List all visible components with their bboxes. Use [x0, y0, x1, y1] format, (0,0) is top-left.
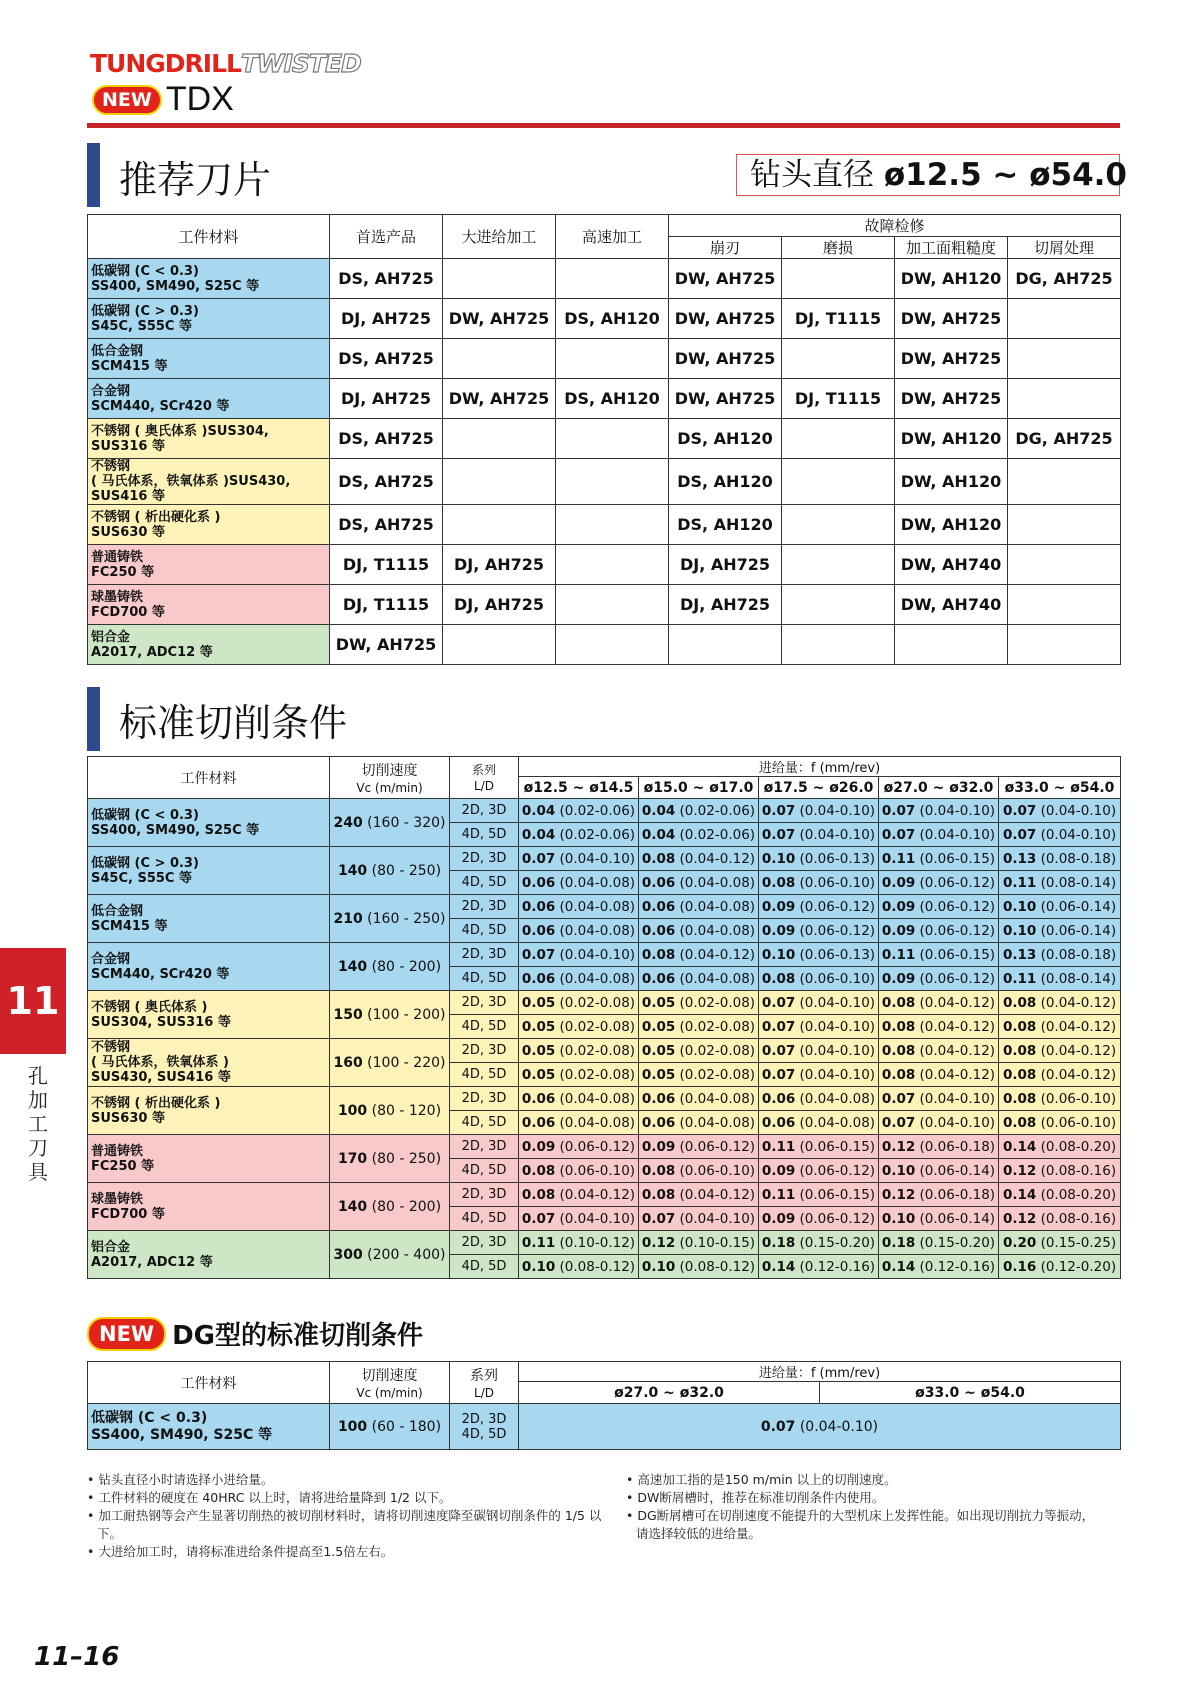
feed-cell: 0.11 (0.06-0.15): [879, 943, 999, 967]
material-cell: 球墨铸铁 FCD700 等: [88, 585, 330, 625]
feed-cell: 0.12 (0.06-0.18): [879, 1183, 999, 1207]
feed-cell: 0.08 (0.06-0.10): [999, 1111, 1121, 1135]
feed-cell: 0.10 (0.06-0.13): [759, 847, 879, 871]
grade-cell: [443, 419, 556, 459]
grade-cell: [443, 459, 556, 505]
grade-cell: DJ, AH725: [330, 379, 443, 419]
header-rule: [87, 123, 1120, 128]
feed-cell: 0.08 (0.04-0.12): [639, 847, 759, 871]
grade-cell: DW, AH725: [443, 379, 556, 419]
header-chipping: 崩刃: [669, 237, 782, 259]
feed-cell: 0.05 (0.02-0.08): [639, 1063, 759, 1087]
table-row: [88, 1087, 1121, 1111]
ld-cell: 4D, 5D: [450, 919, 519, 943]
material-cell: 不锈钢 ( 马氏体系，铁氧体系 ) SUS430, SUS416 等: [88, 1039, 330, 1087]
page-number: 11–16: [34, 1642, 120, 1672]
grade-cell: DW, AH740: [895, 545, 1008, 585]
grade-cell: DJ, AH725: [330, 299, 443, 339]
feed-cell: 0.05 (0.02-0.08): [639, 1039, 759, 1063]
material-cell: 低碳钢 (C < 0.3) SS400, SM490, S25C 等: [88, 259, 330, 299]
table-row: [88, 505, 1121, 545]
feed-cell: 0.10 (0.06-0.14): [999, 895, 1121, 919]
feed-cell: 0.05 (0.02-0.08): [519, 1063, 639, 1087]
feed-cell: 0.09 (0.06-0.12): [879, 871, 999, 895]
feed-cell: 0.07 (0.04-0.10): [999, 823, 1121, 847]
feed-cell: 0.06 (0.04-0.08): [519, 871, 639, 895]
speed-cell: 240 (160 - 320): [330, 799, 450, 847]
feed-cell: 0.06 (0.04-0.08): [759, 1087, 879, 1111]
grade-cell: DW, AH725: [895, 299, 1008, 339]
feed-cell: 0.05 (0.02-0.08): [519, 1015, 639, 1039]
brand-sub: [92, 80, 234, 119]
ld-cell: 4D, 5D: [450, 1207, 519, 1231]
feed-cell: 0.11 (0.08-0.14): [999, 871, 1121, 895]
feed-cell: 0.09 (0.06-0.12): [759, 895, 879, 919]
grade-cell: [1008, 625, 1121, 665]
grade-cell: [782, 259, 895, 299]
speed-cell: 160 (100 - 220): [330, 1039, 450, 1087]
feed-cell: 0.13 (0.08-0.18): [999, 847, 1121, 871]
note-item: • 加工耐热钢等会产生显著切削热的被切削材料时，请将切削速度降至碳钢切削条件的 1/5 以下。: [87, 1508, 602, 1541]
ld-cell: 4D, 5D: [450, 1063, 519, 1087]
feed-cell: 0.06 (0.04-0.08): [759, 1111, 879, 1135]
material-cell: 不锈钢 ( 马氏体系，铁氧体系 )SUS430, SUS416 等: [88, 459, 330, 505]
feed-cell: 0.08 (0.06-0.10): [519, 1159, 639, 1183]
table-row: [88, 1039, 1121, 1063]
dg-cutting-table: [87, 1361, 1121, 1450]
speed-cell: 100 (80 - 120): [330, 1087, 450, 1135]
header-speed: 切削速度 Vc (m/min): [330, 757, 450, 799]
header-series: 系列 L/D: [450, 757, 519, 799]
feed-cell: 0.10 (0.06-0.13): [759, 943, 879, 967]
ld-cell: 4D, 5D: [450, 1159, 519, 1183]
notes-right: [626, 1471, 1096, 1543]
feed-cell: 0.07 (0.04-0.10): [759, 991, 879, 1015]
header-range: ø12.5 ~ ø14.5: [519, 777, 639, 799]
ld-cell: 2D, 3D: [450, 1231, 519, 1255]
grade-cell: DS, AH725: [330, 505, 443, 545]
grade-cell: DS, AH725: [330, 339, 443, 379]
speed-cell: 100 (60 - 180): [330, 1404, 450, 1450]
grade-cell: DJ, AH725: [443, 545, 556, 585]
grade-cell: DS, AH120: [669, 505, 782, 545]
table-row: [88, 339, 1121, 379]
feed-cell: 0.04 (0.02-0.06): [519, 823, 639, 847]
grade-cell: DJ, T1115: [330, 545, 443, 585]
grade-cell: [782, 459, 895, 505]
table-row: [88, 1183, 1121, 1207]
grade-cell: DJ, AH725: [669, 585, 782, 625]
material-cell: 不锈钢 ( 析出硬化系 ) SUS630 等: [88, 505, 330, 545]
feed-cell: 0.07 (0.04-0.10): [759, 799, 879, 823]
feed-cell: 0.10 (0.06-0.14): [879, 1207, 999, 1231]
grade-cell: [556, 459, 669, 505]
material-cell: 不锈钢 ( 奥氏体系 ) SUS304, SUS316 等: [88, 991, 330, 1039]
feed-cell: 0.08 (0.06-0.10): [759, 967, 879, 991]
grade-cell: DW, AH725: [669, 259, 782, 299]
speed-cell: 140 (80 - 200): [330, 1183, 450, 1231]
feed-cell: 0.14 (0.12-0.16): [879, 1255, 999, 1279]
grade-cell: [669, 625, 782, 665]
grade-cell: DJ, AH725: [443, 585, 556, 625]
feed-cell: 0.07 (0.04-0.10): [759, 1015, 879, 1039]
grade-cell: DS, AH725: [330, 459, 443, 505]
grade-cell: [1008, 459, 1121, 505]
grade-cell: DS, AH725: [330, 419, 443, 459]
feed-cell: 0.04 (0.02-0.06): [639, 823, 759, 847]
note-item: • 高速加工指的是150 m/min 以上的切削速度。: [626, 1472, 897, 1487]
grade-cell: [1008, 505, 1121, 545]
table-row: [88, 459, 1121, 505]
notes-left: [87, 1471, 607, 1561]
grade-cell: DW, AH725: [330, 625, 443, 665]
table-row: [88, 419, 1121, 459]
material-cell: 低碳钢 (C > 0.3) S45C, S55C 等: [88, 299, 330, 339]
grade-cell: DW, AH120: [895, 459, 1008, 505]
ld-cell: 4D, 5D: [450, 1111, 519, 1135]
feed-cell: 0.06 (0.04-0.08): [519, 967, 639, 991]
header-range: ø27.0 ~ ø32.0: [519, 1382, 820, 1404]
ld-cell: 2D, 3D: [450, 1183, 519, 1207]
feed-cell: 0.14 (0.12-0.16): [759, 1255, 879, 1279]
feed-cell: 0.04 (0.02-0.06): [519, 799, 639, 823]
grade-cell: [556, 625, 669, 665]
ld-cell: 4D, 5D: [450, 871, 519, 895]
feed-cell: 0.20 (0.15-0.25): [999, 1231, 1121, 1255]
material-cell: 合金钢 SCM440, SCr420 等: [88, 943, 330, 991]
feed-cell: 0.11 (0.06-0.15): [759, 1183, 879, 1207]
grade-cell: [782, 585, 895, 625]
grade-cell: [782, 419, 895, 459]
grade-cell: DS, AH725: [330, 259, 443, 299]
feed-cell: 0.12 (0.06-0.18): [879, 1135, 999, 1159]
section-title-grades: 推荐刀片: [119, 158, 272, 202]
grade-cell: [1008, 585, 1121, 625]
feed-cell: 0.07 (0.04-0.10): [519, 1207, 639, 1231]
header-material: 工件材料: [88, 1362, 330, 1404]
header-wear: 磨损: [782, 237, 895, 259]
grade-cell: [895, 625, 1008, 665]
grade-cell: DJ, T1115: [782, 379, 895, 419]
grade-cell: DW, AH740: [895, 585, 1008, 625]
feed-cell: 0.11 (0.06-0.15): [759, 1135, 879, 1159]
material-cell: 不锈钢 ( 奥氏体系 )SUS304, SUS316 等: [88, 419, 330, 459]
feed-cell: 0.09 (0.06-0.12): [759, 1159, 879, 1183]
cutting-conditions-table: [87, 756, 1121, 1279]
feed-cell: 0.05 (0.02-0.08): [639, 1015, 759, 1039]
grade-cell: [556, 585, 669, 625]
feed-cell: 0.09 (0.06-0.12): [879, 919, 999, 943]
header-range: ø15.0 ~ ø17.0: [639, 777, 759, 799]
header-feed: 进给量：f (mm/rev): [519, 757, 1121, 777]
ld-cell: 2D, 3D: [450, 1135, 519, 1159]
header-preferred: 首选产品: [330, 215, 443, 259]
feed-cell: 0.07 (0.04-0.10): [879, 1087, 999, 1111]
feed-cell: 0.05 (0.02-0.08): [519, 991, 639, 1015]
grade-cell: DW, AH725: [669, 339, 782, 379]
feed-cell: 0.08 (0.04-0.12): [639, 943, 759, 967]
feed-cell: 0.11 (0.10-0.12): [519, 1231, 639, 1255]
table-row: [88, 991, 1121, 1015]
header-range: ø33.0 ~ ø54.0: [820, 1382, 1121, 1404]
feed-cell: 0.05 (0.02-0.08): [519, 1039, 639, 1063]
feed-cell: 0.06 (0.04-0.08): [639, 919, 759, 943]
ld-cell: 2D, 3D: [450, 991, 519, 1015]
header-speed: 切削速度 Vc (m/min): [330, 1362, 450, 1404]
grade-cell: DW, AH725: [895, 379, 1008, 419]
header-range: ø17.5 ~ ø26.0: [759, 777, 879, 799]
header-high-feed: 大进给加工: [443, 215, 556, 259]
feed-cell: 0.08 (0.04-0.12): [879, 1039, 999, 1063]
header-trouble: 故障检修: [669, 215, 1121, 237]
grade-cell: [1008, 299, 1121, 339]
table-row: [88, 895, 1121, 919]
grade-cell: [1008, 545, 1121, 585]
grade-cell: [782, 625, 895, 665]
feed-cell: 0.08 (0.04-0.12): [879, 1015, 999, 1039]
header-rough-surface: 加工面粗糙度: [895, 237, 1008, 259]
feed-cell: 0.07 (0.04-0.10): [879, 1111, 999, 1135]
grade-cell: DJ, T1115: [782, 299, 895, 339]
material-cell: 低合金钢 SCM415 等: [88, 339, 330, 379]
ld-cell: 4D, 5D: [450, 823, 519, 847]
speed-cell: 150 (100 - 200): [330, 991, 450, 1039]
material-cell: 低碳钢 (C > 0.3) S45C, S55C 等: [88, 847, 330, 895]
feed-cell: 0.07 (0.04-0.10): [999, 799, 1121, 823]
brand-logo: TUNGDRILLTWISTED: [90, 49, 361, 78]
ld-cell: 2D, 3D: [450, 1087, 519, 1111]
feed-cell: 0.12 (0.10-0.15): [639, 1231, 759, 1255]
feed-cell: 0.10 (0.06-0.14): [879, 1159, 999, 1183]
material-cell: 球墨铸铁 FCD700 等: [88, 1183, 330, 1231]
chapter-label: 孔加工刀具: [28, 1064, 48, 1184]
grade-cell: [782, 505, 895, 545]
section-bar: [87, 143, 100, 207]
feed-cell: 0.07 (0.04-0.10): [519, 1404, 1121, 1450]
ld-cell: 2D, 3D 4D, 5D: [450, 1404, 519, 1450]
feed-cell: 0.07 (0.04-0.10): [519, 847, 639, 871]
grade-cell: [443, 505, 556, 545]
feed-cell: 0.05 (0.02-0.08): [639, 991, 759, 1015]
feed-cell: 0.11 (0.08-0.14): [999, 967, 1121, 991]
feed-cell: 0.14 (0.08-0.20): [999, 1183, 1121, 1207]
ld-cell: 4D, 5D: [450, 967, 519, 991]
speed-cell: 210 (160 - 250): [330, 895, 450, 943]
feed-cell: 0.09 (0.06-0.12): [639, 1135, 759, 1159]
feed-cell: 0.07 (0.04-0.10): [879, 823, 999, 847]
feed-cell: 0.07 (0.04-0.10): [519, 943, 639, 967]
ld-cell: 2D, 3D: [450, 847, 519, 871]
material-cell: 普通铸铁 FC250 等: [88, 545, 330, 585]
feed-cell: 0.08 (0.06-0.10): [759, 871, 879, 895]
feed-cell: 0.08 (0.06-0.10): [999, 1087, 1121, 1111]
grade-cell: DW, AH725: [669, 379, 782, 419]
material-cell: 低碳钢 (C < 0.3) SS400, SM490, S25C 等: [88, 799, 330, 847]
grade-cell: DS, AH120: [669, 419, 782, 459]
feed-cell: 0.04 (0.02-0.06): [639, 799, 759, 823]
dg-section-title: NEW DG型的标准切削条件: [87, 1315, 423, 1352]
feed-cell: 0.06 (0.04-0.08): [519, 895, 639, 919]
ld-cell: 2D, 3D: [450, 943, 519, 967]
feed-cell: 0.06 (0.04-0.08): [639, 895, 759, 919]
table-row: [88, 799, 1121, 823]
feed-cell: 0.08 (0.04-0.12): [999, 1039, 1121, 1063]
table-row: [88, 847, 1121, 871]
header-chip-control: 切屑处理: [1008, 237, 1121, 259]
grade-cell: DJ, T1115: [330, 585, 443, 625]
header-high-speed: 高速加工: [556, 215, 669, 259]
speed-cell: 170 (80 - 250): [330, 1135, 450, 1183]
table-row: [88, 1231, 1121, 1255]
header-series: 系列 L/D: [450, 1362, 519, 1404]
ld-cell: 4D, 5D: [450, 1255, 519, 1279]
feed-cell: 0.06 (0.04-0.08): [639, 1111, 759, 1135]
model-name: TDX: [165, 80, 234, 118]
material-cell: 铝合金 A2017, ADC12 等: [88, 1231, 330, 1279]
grades-table: [87, 214, 1121, 665]
speed-cell: 140 (80 - 250): [330, 847, 450, 895]
grade-cell: DG, AH725: [1008, 259, 1121, 299]
section-title-cutting: 标准切削条件: [119, 701, 348, 745]
material-cell: 不锈钢 ( 析出硬化系 ) SUS630 等: [88, 1087, 330, 1135]
grade-cell: DJ, AH725: [669, 545, 782, 585]
material-cell: 合金钢 SCM440, SCr420 等: [88, 379, 330, 419]
header-material: 工件材料: [88, 757, 330, 799]
grade-cell: DW, AH120: [895, 259, 1008, 299]
feed-cell: 0.09 (0.06-0.12): [759, 1207, 879, 1231]
header-feed: 进给量：f (mm/rev): [519, 1362, 1121, 1382]
grade-cell: [556, 339, 669, 379]
grade-cell: [782, 339, 895, 379]
feed-cell: 0.06 (0.04-0.08): [639, 871, 759, 895]
header-range: ø33.0 ~ ø54.0: [999, 777, 1121, 799]
section-bar: [87, 687, 100, 751]
chapter-tab[interactable]: 11: [0, 948, 66, 1054]
grade-cell: [443, 259, 556, 299]
grade-cell: [556, 545, 669, 585]
table-row: [88, 943, 1121, 967]
feed-cell: 0.08 (0.04-0.12): [999, 1015, 1121, 1039]
feed-cell: 0.18 (0.15-0.20): [759, 1231, 879, 1255]
grade-cell: DW, AH120: [895, 419, 1008, 459]
table-row: [88, 585, 1121, 625]
feed-cell: 0.06 (0.04-0.08): [519, 1087, 639, 1111]
table-row: [88, 625, 1121, 665]
table-row: [88, 299, 1121, 339]
grade-cell: [556, 259, 669, 299]
grade-cell: DS, AH120: [669, 459, 782, 505]
feed-cell: 0.12 (0.08-0.16): [999, 1207, 1121, 1231]
grade-cell: [556, 505, 669, 545]
note-item: • 钻头直径小时请选择小进给量。: [87, 1472, 274, 1487]
feed-cell: 0.08 (0.04-0.12): [999, 991, 1121, 1015]
grade-cell: [1008, 379, 1121, 419]
feed-cell: 0.06 (0.04-0.08): [639, 967, 759, 991]
grade-cell: DS, AH120: [556, 299, 669, 339]
feed-cell: 0.09 (0.06-0.12): [519, 1135, 639, 1159]
speed-cell: 140 (80 - 200): [330, 943, 450, 991]
ld-cell: 2D, 3D: [450, 1039, 519, 1063]
material-cell: 铝合金 A2017, ADC12 等: [88, 625, 330, 665]
note-item: • DW断屑槽时，推荐在标准切削条件内使用。: [626, 1490, 885, 1505]
brand-header: [90, 49, 361, 118]
grade-cell: DW, AH725: [443, 299, 556, 339]
feed-cell: 0.07 (0.04-0.10): [759, 823, 879, 847]
feed-cell: 0.12 (0.08-0.16): [999, 1159, 1121, 1183]
material-cell: 低合金钢 SCM415 等: [88, 895, 330, 943]
feed-cell: 0.09 (0.06-0.12): [879, 895, 999, 919]
table-row: [88, 545, 1121, 585]
feed-cell: 0.08 (0.04-0.12): [639, 1183, 759, 1207]
feed-cell: 0.09 (0.06-0.12): [759, 919, 879, 943]
feed-cell: 0.10 (0.06-0.14): [999, 919, 1121, 943]
feed-cell: 0.07 (0.04-0.10): [759, 1063, 879, 1087]
feed-cell: 0.08 (0.04-0.12): [999, 1063, 1121, 1087]
note-item: • DG断屑槽可在切削速度不能提升的大型机床上发挥性能。如出现切削抗力等振动，请选择较低的进给量。: [626, 1508, 1095, 1541]
diameter-range-box: 钻头直径 ø12.5 ~ ø54.0: [736, 154, 1120, 196]
table-row: [88, 259, 1121, 299]
feed-cell: 0.10 (0.08-0.12): [519, 1255, 639, 1279]
grade-cell: DG, AH725: [1008, 419, 1121, 459]
feed-cell: 0.08 (0.06-0.10): [639, 1159, 759, 1183]
ld-cell: 4D, 5D: [450, 1015, 519, 1039]
note-item: • 工件材料的硬度在 40HRC 以上时，请将进给量降到 1/2 以下。: [87, 1490, 452, 1505]
feed-cell: 0.13 (0.08-0.18): [999, 943, 1121, 967]
grade-cell: [556, 419, 669, 459]
ld-cell: 2D, 3D: [450, 895, 519, 919]
feed-cell: 0.09 (0.06-0.12): [879, 967, 999, 991]
speed-cell: 300 (200 - 400): [330, 1231, 450, 1279]
feed-cell: 0.06 (0.04-0.08): [519, 1111, 639, 1135]
feed-cell: 0.06 (0.04-0.08): [519, 919, 639, 943]
grade-cell: DW, AH725: [895, 339, 1008, 379]
ld-cell: 2D, 3D: [450, 799, 519, 823]
new-badge: NEW: [92, 85, 162, 115]
table-row: [88, 1135, 1121, 1159]
header-range: ø27.0 ~ ø32.0: [879, 777, 999, 799]
feed-cell: 0.07 (0.04-0.10): [639, 1207, 759, 1231]
header-material: 工件材料: [88, 215, 330, 259]
feed-cell: 0.07 (0.04-0.10): [759, 1039, 879, 1063]
grade-cell: [1008, 339, 1121, 379]
material-cell: 普通铸铁 FC250 等: [88, 1135, 330, 1183]
note-item: • 大进给加工时，请将标准进给条件提高至1.5倍左右。: [87, 1544, 394, 1559]
grade-cell: DW, AH120: [895, 505, 1008, 545]
material-cell: 低碳钢 (C < 0.3) SS400, SM490, S25C 等: [88, 1404, 330, 1450]
grade-cell: DW, AH725: [669, 299, 782, 339]
feed-cell: 0.06 (0.04-0.08): [639, 1087, 759, 1111]
feed-cell: 0.14 (0.08-0.20): [999, 1135, 1121, 1159]
feed-cell: 0.07 (0.04-0.10): [879, 799, 999, 823]
feed-cell: 0.08 (0.04-0.12): [879, 1063, 999, 1087]
feed-cell: 0.16 (0.12-0.20): [999, 1255, 1121, 1279]
feed-cell: 0.11 (0.06-0.15): [879, 847, 999, 871]
grade-cell: [443, 625, 556, 665]
feed-cell: 0.08 (0.04-0.12): [879, 991, 999, 1015]
table-row: [88, 379, 1121, 419]
grade-cell: DS, AH120: [556, 379, 669, 419]
feed-cell: 0.08 (0.04-0.12): [519, 1183, 639, 1207]
grade-cell: [443, 339, 556, 379]
feed-cell: 0.10 (0.08-0.12): [639, 1255, 759, 1279]
new-badge: NEW: [87, 1317, 166, 1351]
grade-cell: [782, 545, 895, 585]
feed-cell: 0.18 (0.15-0.20): [879, 1231, 999, 1255]
